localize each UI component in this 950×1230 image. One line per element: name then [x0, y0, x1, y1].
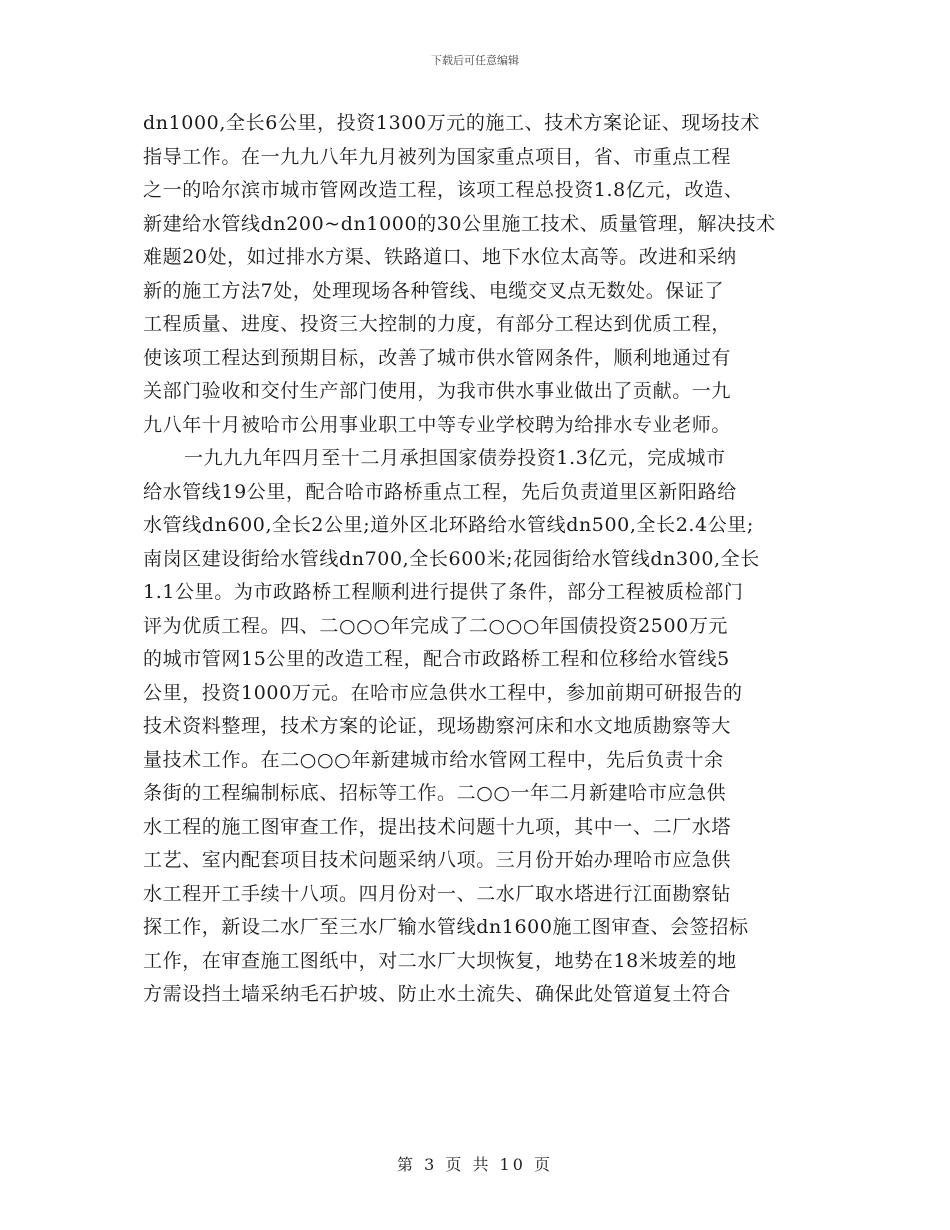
text-line-10: 九八年十月被哈市公用事业职工中等专业学校聘为给排水专业老师。 — [143, 413, 732, 436]
text-line-2: 指导工作。在一九九八年九月被列为国家重点项目，省、市重点工程 — [143, 145, 732, 168]
text-line-12: 给水管线19公里，配合哈市路桥重点工程，先后负责道里区新阳路给 — [143, 480, 737, 503]
text-line-13: 水管线dn600,全长2公里;道外区北环路给水管线dn500,全长2.4公里; — [143, 514, 754, 536]
text-line-16: 评为优质工程。四、二○○○年完成了二○○○年国债投资2500万元 — [143, 614, 729, 637]
text-line-7: 工程质量、进度、投资三大控制的力度，有部分工程达到优质工程， — [143, 313, 732, 335]
text-line-6: 新的施工方法7处，处理现场各种管线、电缆交叉点无数处。保证了 — [143, 279, 725, 302]
text-line-3: 之一的哈尔滨市城市管网改造工程，该项工程总投资1.8亿元，改造、 — [143, 179, 744, 201]
page-number-footer: 第 3 页 共 10 页 — [397, 1155, 553, 1174]
text-line-22: 水工程的施工图审查工作，提出技术问题十九项，其中一、二厂水塔 — [143, 815, 732, 838]
text-line-15: 1.1公里。为市政路桥工程顺利进行提供了条件，部分工程被质检部门 — [143, 581, 744, 603]
document-body — [143, 107, 813, 1012]
text-line-11: 一九九九年四月至十二月承担国家债券投资1.3亿元，完成城市 — [184, 447, 726, 469]
text-line-5: 难题20处，如过排水方渠、铁路道口、地下水位太高等。改进和采纳 — [143, 246, 737, 268]
text-line-4: 新建给水管线dn200~dn1000的30公里施工技术、质量管理，解决技术 — [143, 212, 776, 235]
text-line-26: 工作，在审查施工图纸中，对二水厂大坝恢复，地势在18米坡差的地 — [143, 949, 737, 972]
text-line-24: 水工程开工手续十八项。四月份对一、二水厂取水塔进行江面勘察钻 — [143, 882, 732, 905]
text-line-21: 条街的工程编制标底、招标等工作。二○○一年二月新建哈市应急供 — [143, 782, 727, 804]
text-line-18: 公里，投资1000万元。在哈市应急供水工程中，参加前期可研报告的 — [143, 681, 743, 704]
text-line-27: 方需设挡土墙采纳毛石护坡、防止水土流失、确保此处管道复土符合 — [143, 983, 732, 1005]
text-line-8: 使该项工程达到预期目标，改善了城市供水管网条件，顺利地通过有 — [143, 346, 732, 369]
text-line-1: dn1000,全长6公里，投资1300万元的施工、技术方案论证、现场技术 — [143, 112, 760, 134]
text-line-17: 的城市管网15公里的改造工程，配合市政路桥工程和位移给水管线5 — [143, 648, 730, 670]
page-header-note: 下载后可任意编辑 — [431, 54, 519, 67]
text-line-23: 工艺、室内配套项目技术问题采纳八项。三月份开始办理哈市应急供 — [143, 849, 732, 871]
text-line-19: 技术资料整理，技术方案的论证，现场勘察河床和水文地质勘察等大 — [143, 715, 732, 737]
text-line-25: 探工作，新设二水厂至三水厂输水管线dn1600施工图审查、会签招标 — [143, 916, 749, 938]
text-line-20: 量技术工作。在二○○○年新建城市给水管网工程中，先后负责十余 — [143, 748, 724, 771]
text-line-9: 关部门验收和交付生产部门使用，为我市供水事业做出了贡献。一九 — [143, 380, 732, 402]
text-line-14: 南岗区建设街给水管线dn700,全长600米;花园街给水管线dn300,全长 — [143, 547, 760, 570]
